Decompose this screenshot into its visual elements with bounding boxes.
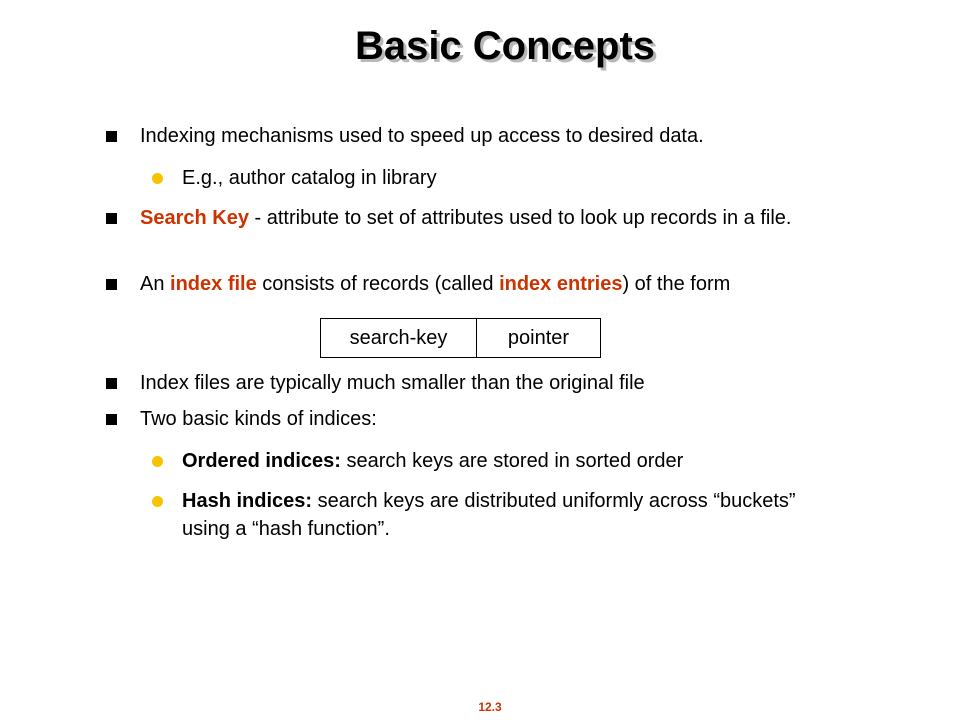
index-file-text-post: ) of the form [622,273,731,295]
search-key-cell: search-key [321,319,477,357]
slide-title: Basic Concepts [354,24,656,68]
sub-bullet-hash [182,487,842,543]
sub-bullet-ordered [182,447,882,475]
round-bullet-icon [152,496,163,507]
bullet-index-file [140,270,880,298]
square-bullet-icon [106,378,117,389]
bullet-search-key [140,204,880,232]
bullet-index-size: Index files are typically much smaller than the original file [140,372,645,394]
square-bullet-icon [106,414,117,425]
term-index-entries: index entries [499,273,623,295]
round-bullet-icon [152,173,163,184]
square-bullet-icon [106,131,117,142]
pointer-cell: pointer [507,326,570,349]
term-index-file: index file [170,273,257,295]
round-bullet-icon [152,456,163,467]
bullet-kinds-of-indices: Two basic kinds of indices: [140,408,377,430]
index-file-text-mid: consists of records (called [256,273,500,295]
ordered-indices-text: search keys are stored in sorted order [340,450,684,472]
bullet-indexing: Indexing mechanisms used to speed up access to desired data. [140,125,704,147]
term-hash-indices: Hash indices: [182,490,313,512]
page-number: 12.3 [478,700,502,714]
search-key-definition: - attribute to set of attributes used to look up records in a file. [248,207,792,229]
index-entry-diagram [320,318,601,358]
term-search-key: Search Key [140,207,249,229]
square-bullet-icon [106,279,117,290]
index-file-text-pre: An [140,273,171,295]
hash-indices-text: search keys are distributed uniformly across “buckets” using a “hash function”. [182,490,796,540]
sub-bullet-example: E.g., author catalog in library [182,167,437,189]
square-bullet-icon [106,213,117,224]
term-ordered-indices: Ordered indices: [182,450,341,472]
